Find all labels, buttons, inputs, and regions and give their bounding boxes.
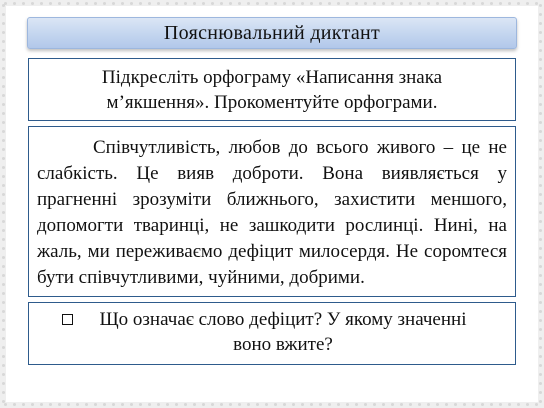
border-dot (103, 2, 106, 5)
border-dot (539, 103, 542, 106)
border-dot (2, 355, 5, 358)
border-dot (481, 2, 484, 5)
border-dot (94, 403, 97, 406)
border-dot (2, 265, 5, 268)
border-dot (175, 2, 178, 5)
border-dot (139, 403, 142, 406)
border-dot (2, 22, 5, 25)
border-dot (157, 403, 160, 406)
border-dot (31, 2, 34, 5)
border-dot (2, 328, 5, 331)
border-dot (2, 274, 5, 277)
border-dot (539, 31, 542, 34)
border-dot (355, 403, 358, 406)
border-dot (2, 211, 5, 214)
border-dot (85, 403, 88, 406)
border-dot (2, 13, 5, 16)
border-dot (148, 403, 151, 406)
border-dot (265, 2, 268, 5)
border-dot (499, 403, 502, 406)
border-dot (445, 403, 448, 406)
border-dot (539, 274, 542, 277)
border-dot (346, 2, 349, 5)
border-dot (539, 310, 542, 313)
border-dot (2, 202, 5, 205)
border-dot (539, 247, 542, 250)
border-dot (535, 403, 538, 406)
border-dot (2, 157, 5, 160)
border-dot (148, 2, 151, 5)
border-dot (283, 2, 286, 5)
border-dot (490, 2, 493, 5)
border-dot (517, 403, 520, 406)
border-dot (539, 283, 542, 286)
border-dot (539, 175, 542, 178)
border-dot (2, 337, 5, 340)
question-line-1: Що означає слово дефіцит? У якому значенні (99, 309, 467, 330)
border-dot (364, 403, 367, 406)
border-dot (539, 229, 542, 232)
border-dot (13, 2, 16, 5)
border-dot (175, 403, 178, 406)
border-dot (112, 403, 115, 406)
border-dot (373, 403, 376, 406)
border-dot (58, 2, 61, 5)
title-bar (27, 17, 517, 49)
border-dot (238, 403, 241, 406)
border-dot (211, 2, 214, 5)
question-box (28, 302, 516, 365)
border-dot (427, 2, 430, 5)
border-dot (193, 2, 196, 5)
border-dot (85, 2, 88, 5)
border-dot (454, 2, 457, 5)
border-dot (427, 403, 430, 406)
border-dot (2, 103, 5, 106)
border-dot (445, 2, 448, 5)
page-title: Пояснювальний диктант (163, 21, 381, 44)
border-dot (539, 301, 542, 304)
border-dot (539, 211, 542, 214)
border-dot (301, 403, 304, 406)
border-dot (2, 301, 5, 304)
border-dot (130, 2, 133, 5)
border-dot (539, 157, 542, 160)
border-dot (2, 193, 5, 196)
border-dot (2, 166, 5, 169)
border-dot (517, 2, 520, 5)
border-dot (499, 2, 502, 5)
border-dot (274, 2, 277, 5)
border-dot (238, 2, 241, 5)
border-dot (539, 319, 542, 322)
border-dot (539, 67, 542, 70)
border-dot (409, 2, 412, 5)
task-line-2: м’якшення». Прокоментуйте орфограми. (106, 91, 438, 113)
border-dot (256, 403, 259, 406)
border-dot (2, 67, 5, 70)
border-dot (539, 346, 542, 349)
border-dot (391, 2, 394, 5)
border-dot (539, 85, 542, 88)
border-dot (539, 337, 542, 340)
border-dot (539, 121, 542, 124)
border-dot (157, 2, 160, 5)
border-dot (121, 2, 124, 5)
border-dot (247, 2, 250, 5)
border-dot (337, 2, 340, 5)
border-dot (539, 112, 542, 115)
border-dot (2, 40, 5, 43)
border-dot (2, 391, 5, 394)
border-dot (490, 403, 493, 406)
border-dot (202, 2, 205, 5)
border-dot (539, 94, 542, 97)
border-dot (539, 373, 542, 376)
border-dot (76, 403, 79, 406)
border-dot (454, 403, 457, 406)
border-dot (539, 391, 542, 394)
border-dot (301, 2, 304, 5)
border-dot (2, 58, 5, 61)
border-dot (2, 247, 5, 250)
border-dot (202, 403, 205, 406)
border-dot (346, 403, 349, 406)
border-dot (539, 139, 542, 142)
border-dot (539, 22, 542, 25)
border-dot (2, 283, 5, 286)
border-dot (382, 2, 385, 5)
border-dot (2, 319, 5, 322)
border-dot (539, 328, 542, 331)
border-dot (130, 403, 133, 406)
task-box (28, 58, 516, 121)
border-dot (539, 382, 542, 385)
border-dot (539, 364, 542, 367)
border-dot (382, 403, 385, 406)
border-dot (256, 2, 259, 5)
border-dot (400, 2, 403, 5)
border-dot (328, 403, 331, 406)
border-dot (220, 403, 223, 406)
border-dot (472, 403, 475, 406)
border-dot (508, 2, 511, 5)
border-dot (2, 112, 5, 115)
border-dot (400, 403, 403, 406)
border-dot (2, 139, 5, 142)
border-dot (310, 2, 313, 5)
border-dot (539, 4, 542, 7)
border-dot (2, 382, 5, 385)
border-dot (539, 13, 542, 16)
border-dot (463, 403, 466, 406)
border-dot (472, 2, 475, 5)
border-dot (2, 310, 5, 313)
border-dot (58, 403, 61, 406)
border-dot (526, 2, 529, 5)
border-dot (49, 403, 52, 406)
border-dot (2, 4, 5, 7)
border-dot (103, 403, 106, 406)
border-dot (355, 2, 358, 5)
border-dot (283, 403, 286, 406)
border-dot (2, 238, 5, 241)
border-dot (535, 2, 538, 5)
border-dot (247, 403, 250, 406)
border-dot (328, 2, 331, 5)
border-dot (539, 40, 542, 43)
border-dot (112, 2, 115, 5)
border-dot (539, 265, 542, 268)
border-dot (2, 148, 5, 151)
border-dot (373, 2, 376, 5)
border-dot (539, 184, 542, 187)
border-dot (2, 346, 5, 349)
border-dot (539, 238, 542, 241)
border-dot (22, 403, 25, 406)
border-dot (539, 166, 542, 169)
border-dot (2, 400, 5, 403)
border-dot (292, 2, 295, 5)
border-dot (292, 403, 295, 406)
border-dot (94, 2, 97, 5)
border-dot (22, 2, 25, 5)
border-dot (49, 2, 52, 5)
border-dot (436, 403, 439, 406)
task-line-1: Підкресліть орфограму «Написання знака (101, 66, 443, 88)
border-dot (220, 2, 223, 5)
dictation-text: Співчутливість, любов до всього живого – це не слабкість. Це вияв доброти. Вона виявляється у прагненні зрозуміти ближнього, захистити меншого, допомогти тваринці, не зашкодити рослинці. Нині, на жаль, ми переживаємо дефіцит милосердя. Не соромтеся бути співчутливими, чуйними, добрими. (37, 137, 507, 288)
question-line-2: воно вжите? (233, 334, 333, 355)
border-dot (166, 403, 169, 406)
dictation-box (28, 126, 516, 297)
border-dot (67, 403, 70, 406)
border-dot (211, 403, 214, 406)
border-dot (4, 403, 7, 406)
border-dot (539, 58, 542, 61)
border-dot (2, 94, 5, 97)
border-dot (2, 184, 5, 187)
border-dot (13, 403, 16, 406)
border-dot (539, 400, 542, 403)
border-dot (2, 220, 5, 223)
border-dot (166, 2, 169, 5)
border-dot (539, 130, 542, 133)
border-dot (539, 148, 542, 151)
border-dot (184, 2, 187, 5)
border-dot (391, 403, 394, 406)
border-dot (274, 403, 277, 406)
border-dot (2, 364, 5, 367)
border-dot (337, 403, 340, 406)
border-dot (139, 2, 142, 5)
border-dot (2, 31, 5, 34)
border-dot (193, 403, 196, 406)
border-dot (2, 76, 5, 79)
border-dot (539, 193, 542, 196)
border-dot (526, 403, 529, 406)
border-dot (418, 2, 421, 5)
border-dot (481, 403, 484, 406)
border-dot (31, 403, 34, 406)
border-dot (539, 256, 542, 259)
border-dot (2, 175, 5, 178)
border-dot (121, 403, 124, 406)
border-dot (265, 403, 268, 406)
border-dot (409, 403, 412, 406)
border-dot (229, 403, 232, 406)
border-dot (40, 2, 43, 5)
border-dot (319, 403, 322, 406)
border-dot (67, 2, 70, 5)
border-dot (310, 403, 313, 406)
border-dot (539, 49, 542, 52)
border-dot (2, 292, 5, 295)
border-dot (418, 403, 421, 406)
border-dot (364, 2, 367, 5)
border-dot (539, 76, 542, 79)
border-dot (76, 2, 79, 5)
border-dot (2, 49, 5, 52)
border-dot (436, 2, 439, 5)
border-dot (2, 121, 5, 124)
border-dot (463, 2, 466, 5)
border-dot (539, 292, 542, 295)
border-dot (184, 403, 187, 406)
border-dot (2, 256, 5, 259)
border-dot (319, 2, 322, 5)
border-dot (539, 202, 542, 205)
border-dot (2, 130, 5, 133)
border-dot (2, 373, 5, 376)
border-dot (508, 403, 511, 406)
border-dot (2, 229, 5, 232)
border-dot (229, 2, 232, 5)
border-dot (2, 85, 5, 88)
border-dot (40, 403, 43, 406)
border-dot (539, 220, 542, 223)
task-text (88, 65, 456, 115)
border-dot (539, 355, 542, 358)
